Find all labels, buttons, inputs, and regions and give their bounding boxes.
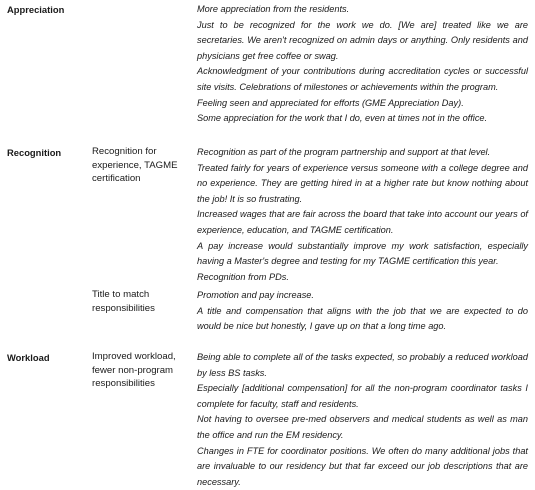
theme-label: Appreciation <box>7 4 65 15</box>
quote: More appreciation from the residents. <box>197 4 350 14</box>
quote: Especially [additional compensation] for all the non-program coordinator tasks I complete for faculty, staff and residents. <box>197 383 528 409</box>
subtheme-label: Recognition for experience, TAGME certification <box>92 146 178 185</box>
quote: Treated fairly for years of experience versus someone with a college degree and no experience. They are getting hired in at a higher rate but know nothing about the job! It is so frustrating. <box>197 162 528 204</box>
theme-label: Recognition <box>7 147 62 158</box>
quote-list <box>197 350 528 490</box>
subtheme-label: Title to match responsibilities <box>92 289 155 314</box>
quote-list <box>197 288 528 335</box>
quote: Not having to oversee pre-med observers and medical students as well as man the office and run the EM residency. <box>197 414 528 440</box>
quote: Changes in FTE for coordinator positions. We often do many additional jobs that are invaluable to our residency but that far exceed our job descriptions that are necessary. <box>197 445 528 487</box>
quote: Acknowledgment of your contributions during accreditation cycles or successful site visits. Celebrations of milestones or achievements within the program. <box>197 66 528 92</box>
quote: Recognition as part of the program partnership and support at that level. <box>197 147 491 157</box>
quote: Some appreciation for the work that I do, even at times not in the office. <box>197 113 488 124</box>
subtheme-label: Improved workload, fewer non-program responsibilities <box>92 351 176 390</box>
quote: Being able to complete all of the tasks expected, so probably a reduced workload by less BS tasks. <box>197 352 528 378</box>
quote: Recognition from PDs. <box>197 271 289 282</box>
quote: A pay increase would substantially improve my work satisfaction, especially having a Master's degree and testing for my TAGME certification this year. <box>197 240 528 267</box>
quote: A title and compensation that aligns with the job that we are expected to do would be nice but honestly, I gave up on that a long time ago. <box>197 305 528 332</box>
theme-label: Workload <box>7 352 50 363</box>
quote-list <box>197 145 528 285</box>
quote: Increased wages that are fair across the board that take into account our years of experience, education, and TAGME certification. <box>197 209 528 235</box>
quote: Feeling seen and appreciated for efforts (GME Appreciation Day). <box>197 97 464 108</box>
quote: Promotion and pay increase. <box>197 290 314 300</box>
quote: Just to be recognized for the work we do. [We are] treated like we are secretaries. We aren't recognized on admin days or anything. Only residents and physicians get free coffee or swag. <box>197 19 528 61</box>
quote-list <box>197 2 528 127</box>
